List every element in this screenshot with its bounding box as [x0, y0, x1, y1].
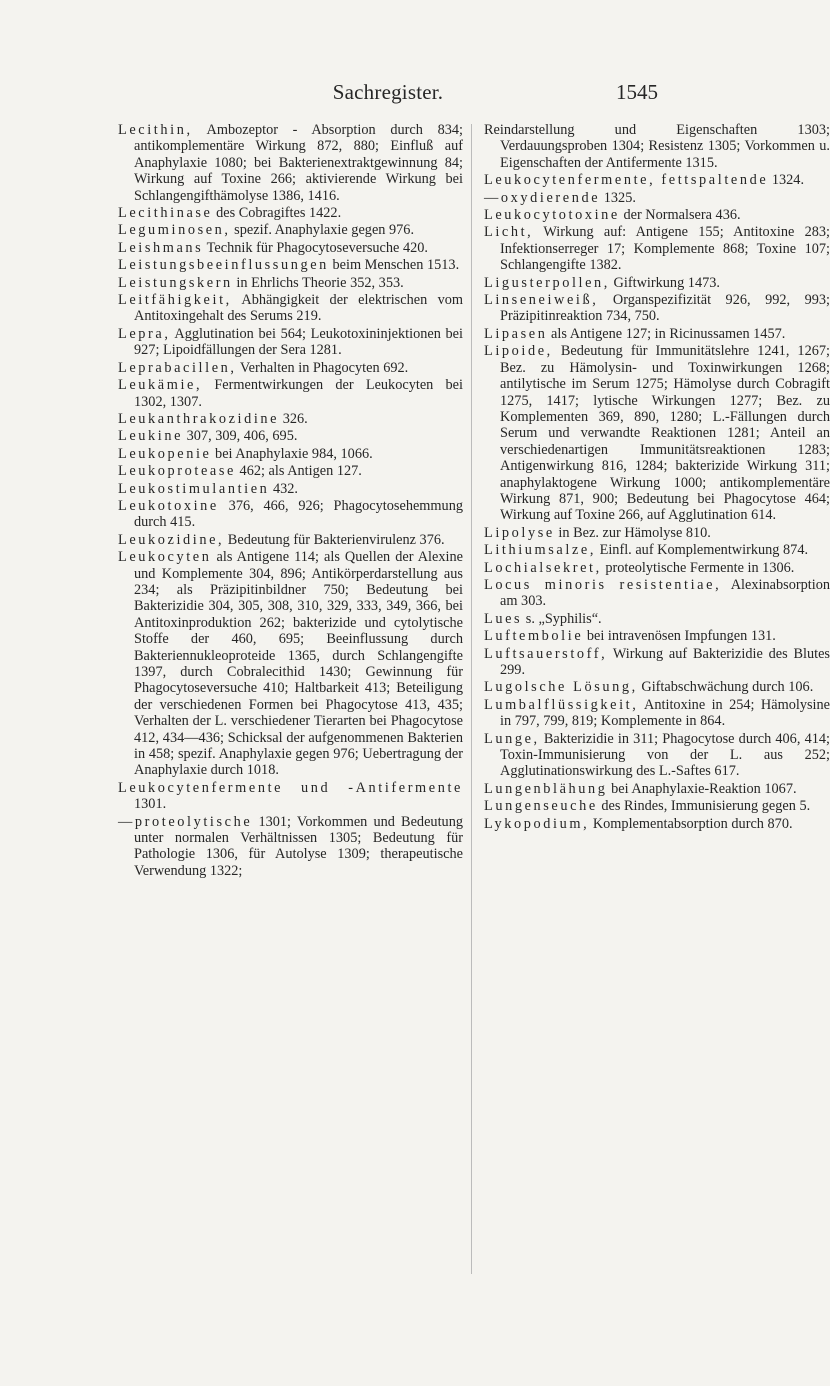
index-references: 1301.	[134, 796, 167, 813]
column-divider	[471, 124, 472, 1274]
index-entry	[118, 360, 463, 376]
index-entry	[484, 628, 830, 644]
index-keyword: Leukocytotoxine	[484, 207, 620, 224]
index-keyword: Lungenblähung	[484, 780, 608, 797]
index-references: Fermentwirkungen der Leukocyten bei 1302, 1307.	[134, 377, 463, 410]
index-keyword: Linseneiweiß,	[484, 292, 599, 309]
index-entry	[484, 525, 830, 541]
index-references: des Rindes, Immunisierung gegen 5.	[597, 798, 811, 815]
index-entry	[118, 205, 463, 221]
index-keyword: Leguminosen,	[118, 222, 231, 239]
index-references: beim Menschen 1513.	[328, 257, 460, 274]
index-entry	[118, 292, 463, 325]
index-references: Antitoxine in 254; Hämolysine in 797, 799, 819; Komplemente in 864.	[500, 696, 830, 730]
index-references: Organspezifizität 926, 992, 993; Präzipitinreaktion 734, 750.	[500, 292, 830, 325]
index-entry	[118, 814, 463, 880]
index-keyword: Leukocytenfermente und -Antifermente	[118, 779, 463, 796]
index-keyword: Leprabacillen,	[118, 359, 237, 376]
index-keyword: Lungenseuche	[484, 798, 598, 815]
page-title: Sachregister.	[332, 80, 444, 104]
index-column-right	[484, 122, 830, 833]
index-references: Bedeutung für Bakterienvirulenz 376.	[224, 531, 445, 548]
index-keyword: Lugolsche Lösung,	[484, 679, 638, 696]
index-references: 326.	[279, 410, 308, 427]
index-keyword: Lues	[484, 610, 523, 627]
index-references: spezif. Anaphylaxie gegen 976.	[230, 222, 415, 239]
index-keyword: Locus minoris resistentiae,	[484, 576, 722, 593]
index-column-left	[118, 122, 463, 880]
index-keyword: Lipasen	[484, 325, 548, 342]
index-references: Wirkung auf Bakterizidie des Blutes 299.	[500, 645, 830, 678]
index-entry	[484, 207, 830, 223]
index-keyword: Leukine	[118, 428, 184, 445]
index-references: Giftwirkung 1473.	[609, 274, 720, 291]
index-keyword: Leukozidine,	[118, 531, 225, 548]
index-references: Bedeutung für Immunitätslehre 1241, 1267; Bez. zu Hämolysin- und Toxinwirkungen 1268; antilytische im Serum 1275; Hämolyse durch Cobragift 1275, 1417; lytische Wirkungen 1277; Bez. zu Komplementen 369, 890, 1280; L.-Fällungen durch Serum und verwandte Reaktionen 1281; Anteil an verschiedenartigen Immunitätsreaktionen 1283; Antigenwirkung 816, 1284; bakterizide Wirkung 311; anaphylaktogene Wirkung 1000; antikomplementäre Wirkung 871, 900; Bedeutung bei Phagocytose 464; Wirkung auf Toxine 266, auf Agglutination 614.	[500, 343, 830, 524]
index-entry	[484, 798, 830, 814]
index-references: 462; als Antigen 127.	[235, 463, 362, 480]
index-entry	[118, 377, 463, 410]
index-keyword: Leitfähigkeit,	[118, 292, 232, 309]
index-keyword: Leukotoxine	[118, 497, 219, 514]
index-keyword: Luftembolie	[484, 628, 584, 645]
index-entry	[118, 463, 463, 479]
index-references: des Cobragiftes 1422.	[212, 205, 342, 222]
index-references: Agglutination bei 564; Leukotoxininjektionen bei 927; Lipoidfällungen der Sera 1281.	[134, 325, 463, 359]
index-keyword: Lithiumsalze,	[484, 542, 597, 559]
index-entry	[484, 679, 830, 695]
index-keyword: Lecithinase	[118, 205, 213, 222]
index-references: Verhalten in Phagocyten 692.	[236, 359, 409, 376]
index-entry	[118, 532, 463, 548]
index-keyword: Leukopenie	[118, 445, 212, 462]
index-entry	[484, 275, 830, 291]
index-entry	[484, 224, 830, 273]
index-references: als Antigene 127; in Ricinussamen 1457.	[547, 325, 786, 342]
index-references: 1325.	[600, 189, 636, 206]
index-keyword: Leukämie,	[118, 377, 203, 394]
index-references: 307, 309, 406, 695.	[183, 428, 298, 445]
index-entry	[484, 611, 830, 627]
index-entry	[484, 731, 830, 780]
index-keyword: Lecithin,	[118, 122, 193, 138]
index-keyword: Leukostimulantien	[118, 480, 270, 497]
index-entry	[484, 646, 830, 679]
index-entry	[484, 542, 830, 558]
index-references: Alexinabsorption am 303.	[500, 576, 830, 610]
index-keyword: Lunge,	[484, 730, 540, 747]
index-keyword: Lumbalflüssigkeit,	[484, 696, 639, 713]
index-keyword: Ligusterpollen,	[484, 274, 610, 291]
index-entry	[484, 292, 830, 325]
index-entry	[118, 411, 463, 427]
index-entry	[484, 122, 830, 171]
index-keyword: Lepra,	[118, 325, 171, 342]
index-entry	[484, 816, 830, 832]
index-references: in Ehrlichs Theorie 352, 353.	[232, 274, 404, 291]
index-entry	[484, 781, 830, 797]
index-references: Wirkung auf: Antigene 155; Antitoxine 283; Infektionserreger 17; Komplemente 868; Toxine 107; Schlangengifte 1382.	[500, 224, 830, 274]
index-keyword: Leukanthrakozidine	[118, 410, 280, 427]
index-entry	[118, 326, 463, 359]
index-entry	[118, 549, 463, 779]
index-references: Komplementabsorption durch 870.	[589, 815, 793, 832]
index-entry	[118, 446, 463, 462]
index-keyword: Luftsauerstoff,	[484, 645, 608, 662]
index-entry	[118, 122, 463, 204]
page-number: 1545	[616, 80, 658, 104]
index-keyword: Licht,	[484, 224, 534, 241]
index-entry	[118, 498, 463, 531]
index-references: Ambozeptor - Absorption durch 834; antikomplementäre Wirkung 872, 880; Einfluß auf Anaphylaxie 1080; bei Bakterienextraktgewinnung 84; Wirkung auf Toxine 266; aktivierende Wirkung bei Schlangengifthämolyse 1386, 1416.	[134, 122, 463, 204]
index-entry	[118, 275, 463, 291]
index-references: proteolytische Fermente in 1306.	[601, 559, 795, 576]
index-entry	[118, 481, 463, 497]
index-keyword: Leukocyten	[118, 549, 212, 566]
index-references: als Antigene 114; als Quellen der Alexine und Komplemente 304, 896; Antikörperdarstellung aus 234; als Präzipitinbildner 750; Bedeutung bei Bakterizidie 304, 305, 308, 310, 329, 333, 349, 366, bei Antitoxinproduktion 262; bakterizide und cytolytische Stoffe der 460, 695; Beeinflussung durch Bakteriennukleoproteide 1365, durch Schlangengifte 1397, durch Cobralecithid 1430; Gewinnung für Phagocytoseversuche 410; Haltbarkeit 413; Beteiligung der verschiedenen Formen bei Phagocytose 413, 435; Verhalten der L. verschiedener Tierarten bei Phagocytose 412, 434—436; Schicksal der aufgenommenen Bakterien in 458; spezif. Anaphylaxie gegen 976; Uebertragung der Anaphylaxie durch 1018.	[134, 549, 463, 779]
index-references: 432.	[269, 480, 298, 497]
index-references: Bakterizidie in 311; Phagocytose durch 406, 414; Toxin-Immunisierung von der L. aus 252; Agglutinationswirkung des L.-Saftes 617.	[500, 730, 830, 780]
page-header	[118, 80, 658, 110]
index-keyword: —proteolytische	[118, 813, 253, 830]
index-references: bei Anaphylaxie 984, 1066.	[211, 445, 373, 462]
index-entry	[484, 172, 830, 188]
index-references: bei Anaphylaxie-Reaktion 1067.	[607, 780, 797, 797]
index-references: Technik für Phagocytoseversuche 420.	[203, 239, 428, 256]
index-references: 376, 466, 926; Phagocytosehemmung durch 415.	[134, 497, 463, 531]
index-references: Einfl. auf Komplementwirkung 874.	[596, 542, 809, 559]
index-keyword: Leishmans	[118, 239, 204, 256]
index-references: bei intravenösen Impfungen 131.	[583, 628, 776, 645]
index-references: in Bez. zur Hämolyse 810.	[554, 524, 711, 541]
index-references: Abhängigkeit der elektrischen vom Antitoxingehalt des Serums 219.	[134, 292, 463, 325]
index-references: Giftabschwächung durch 106.	[637, 679, 814, 696]
index-references: s. „Syphilis“.	[522, 610, 602, 627]
index-keyword: Lipoide,	[484, 343, 553, 360]
index-entry	[484, 343, 830, 523]
index-entry	[118, 428, 463, 444]
index-entry	[484, 190, 830, 206]
index-keyword: —oxydierende	[484, 189, 601, 206]
index-entry	[118, 780, 463, 813]
index-keyword: Leistungsbeeinflussungen	[118, 257, 329, 274]
index-keyword: Leistungskern	[118, 274, 233, 291]
index-references: Reindarstellung und Eigenschaften 1303; Verdauungsproben 1304; Resistenz 1305; Vorkommen u. Eigenschaften der Antifermente 1315.	[484, 122, 830, 171]
index-references: der Normalsera 436.	[619, 207, 741, 224]
index-keyword: Leukoprotease	[118, 463, 236, 480]
index-references: 1324.	[768, 172, 805, 189]
index-keyword: Leukocytenfermente, fettspaltende	[484, 172, 769, 189]
index-entry	[484, 326, 830, 342]
index-references: 1301; Vorkommen und Bedeutung unter normalen Verhältnissen 1305; Bedeutung für Pathologie 1306, für Autolyse 1309; therapeutische Verwendung 1322;	[134, 813, 463, 879]
index-entry	[484, 697, 830, 730]
index-entry	[118, 257, 463, 273]
index-entry	[484, 560, 830, 576]
index-keyword: Lochialsekret,	[484, 559, 602, 576]
index-entry	[118, 240, 463, 256]
index-keyword: Lipolyse	[484, 524, 555, 541]
index-entry	[118, 222, 463, 238]
index-keyword: Lykopodium,	[484, 815, 590, 832]
index-entry	[484, 577, 830, 610]
